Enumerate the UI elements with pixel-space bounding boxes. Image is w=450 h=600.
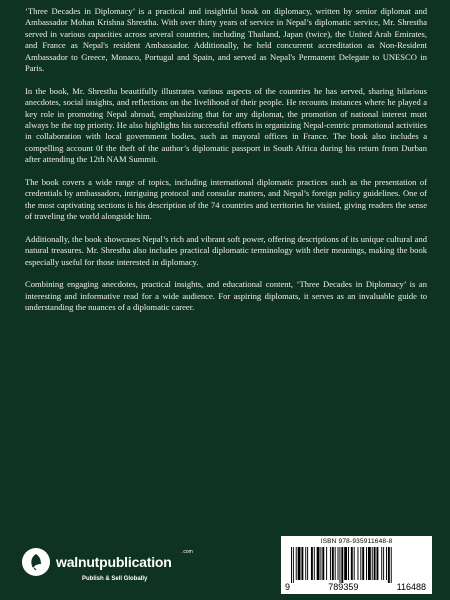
barcode-bars xyxy=(289,547,425,583)
walnut-leaf-icon xyxy=(25,551,47,573)
publisher-logo xyxy=(22,548,212,592)
barcode-bar xyxy=(351,547,353,580)
blurb-paragraph-1: ‘Three Decades in Diplomacy’ is a practical and insightful book on diplomacy, written by senior diplomat and Ambassador Mohan Krishna Shrestha. With over thirty years of service in Nepal’s diplomatic service, Mr. Shrestha served in various capacities across several countries, including Thailand, Japan (twice), the United Arab Emirates, and France as Nepal's resident Ambassador. Additionally, he held concurrent accreditation as Non-Resident Ambassador to Greece, Monaco, Portugal and Spain, and served as Nepal's Permanent Delegate to UNESCO in Paris. xyxy=(25,6,427,74)
barcode-bar xyxy=(293,547,294,583)
barcode-bar xyxy=(311,547,313,580)
publisher-domain: .com xyxy=(182,549,193,555)
barcode-bar xyxy=(377,547,379,580)
barcode-bar xyxy=(320,547,321,580)
barcode-bar xyxy=(344,547,347,580)
barcode-bar xyxy=(291,547,292,583)
barcode-bar xyxy=(362,547,364,580)
barcode-bar xyxy=(386,547,387,580)
barcode-bar xyxy=(348,547,349,580)
barcode-bar xyxy=(381,547,382,580)
isbn-label: ISBN 978-935911648-8 xyxy=(320,538,393,545)
barcode-bar xyxy=(314,547,315,580)
barcode-bar xyxy=(391,547,392,583)
barcode-digit-group-2: 116488 xyxy=(396,582,426,592)
publisher-name: walnutpublication xyxy=(56,554,172,570)
barcode-bar xyxy=(388,547,390,583)
barcode-bar xyxy=(307,547,308,580)
barcode-bar xyxy=(383,547,384,580)
barcode-bar xyxy=(368,547,371,580)
publisher-tagline: Publish & Sell Globally xyxy=(82,576,148,582)
publisher-logo-icon xyxy=(22,548,50,576)
barcode-digit-lead: 9 xyxy=(285,582,291,592)
barcode-bar xyxy=(358,547,359,580)
barcode-bar xyxy=(372,547,373,580)
blurb-paragraph-5: Combining engaging anecdotes, practical insights, and educational content, ‘Three Decades in Diplomacy’ is an interesting and informative read for a wide audience. For aspiring diplomats, it serves as an invaluable guide to understanding the nuances of a diplomatic career. xyxy=(25,279,427,313)
isbn-barcode xyxy=(281,536,432,594)
blurb-paragraph-3: The book covers a wide range of topics, including international diplomatic practices such as the presentation of credentials by ambassadors, intriguing protocol and consular matters, and Nepal’s foreign policy guidelines. One of the most captivating sections is his description of the 74 countries and territories he visited, giving readers the sense of traveling the world alongside him. xyxy=(25,176,427,222)
barcode-bar xyxy=(296,547,297,580)
barcode-bar xyxy=(338,547,339,580)
barcode-bar xyxy=(330,547,331,580)
barcode-bar xyxy=(354,547,355,580)
blurb-paragraph-4: Additionally, the book showcases Nepal’s rich and vibrant soft power, offering descriptions of its unique cultural and natural treasures. Mr. Shrestha also includes practical diplomatic terminology with their meanings, making the book especially useful for those interested in diplomacy. xyxy=(25,233,427,267)
blurb-paragraph-2: In the book, Mr. Shrestha beautifully illustrates various aspects of the countries he has served, sharing hilarious anecdotes, social insights, and reflections on the livelihood of their people. He recounts instances where he played a key role in promoting Nepal abroad, emphasizing that for any diplomat, the promotion of national interest must always be the top priority. He also highlights his successful efforts in organizing Nepal-centric promotional activities in collaboration with local government bodies, such as mayoral offices in France. The book also includes a compelling account 0f the theft of the author’s diplomatic passport in South Africa during his return from Durban after attending the 12th NAM Summit. xyxy=(25,85,427,165)
barcode-bar xyxy=(360,547,361,580)
barcode-bar xyxy=(317,547,320,580)
barcode-bar xyxy=(339,547,340,583)
barcode-digits xyxy=(281,582,432,592)
barcode-bar xyxy=(341,547,343,583)
barcode-digit-group-1: 789359 xyxy=(328,582,359,592)
barcode-bar xyxy=(374,547,376,580)
barcode-bar xyxy=(298,547,301,580)
barcode-bar xyxy=(332,547,334,580)
blurb-text xyxy=(25,6,427,325)
barcode-bar xyxy=(326,547,327,580)
barcode-bar xyxy=(366,547,367,580)
barcode-bar xyxy=(301,547,303,580)
barcode-bar xyxy=(335,547,336,580)
barcode-bar xyxy=(305,547,306,580)
barcode-bar xyxy=(322,547,324,580)
